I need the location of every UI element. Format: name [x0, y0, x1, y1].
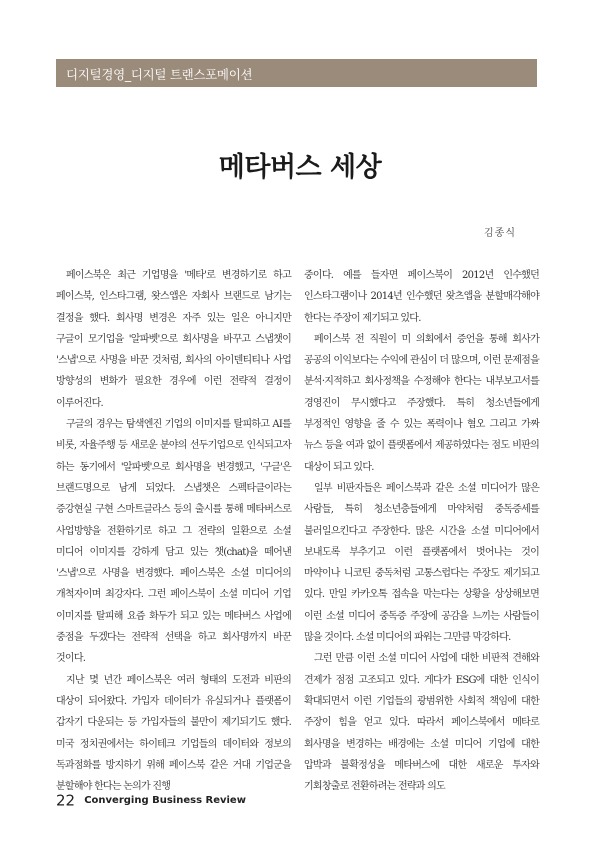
left-column	[56, 265, 291, 797]
section-header-bar	[56, 59, 537, 87]
article-author: 김종식	[484, 228, 516, 239]
paragraph: 중이다. 예를 들자면 페이스북이 2012년 인수했던 인스타그램이나 2014년 인수했던 왓츠앱을 분할매각해야 한다는 주장이 제기되고 있다.	[304, 270, 539, 324]
paragraph: 구글의 경우는 탐색엔진 기업의 이미지를 탈피하고 AI를 비롯, 자율주행 등 새로운 분야의 선두기업으로 인식되고자 하는 동기에서 '알파벳'으로 회사명을 변경했고, '구글'은 브랜드명으로 남게 되었다. 스냅챗은 스펙타클이라는 증강현실 구현 스마트글라스 등의 출시를 통해 메타버스로 사업방향을 전환하기로 하고 그 전략의 일환으로 소셜 미디어 이미지를 강하게 담고 있는 챗(chat)을 떼어낸 '스냅'으로 사명을 변경했다. 페이스북은 소셜 미디어의 개척자이며 최강자다. 그런 페이스북이 소셜 미디어 기업 이미지를 탈피해 요즘 화두가 되고 있는 메타버스 사업에 중점을 두겠다는 전략적 선택을 하고 회사명까지 바꾼 것이다.	[56, 419, 291, 665]
section-label: 디지털경영_디지털 트랜스포메이션	[66, 67, 253, 82]
page-footer	[56, 790, 246, 810]
magazine-name: Converging Business Review	[84, 795, 246, 806]
paragraph: 일부 비판자들은 페이스북과 같은 소셜 미디어가 많은 사람들, 특히 청소년층들에게 마약처럼 중독증세를 불러일으킨다고 주장한다. 많은 시간을 소셜 미디어에서 보내도록 부추기고 이런 플랫폼에서 벗어나는 것이 마약이나 니코틴 중독처럼 고통스럽다는 주장도 제기되고 있다. 만일 카카오톡 접속을 막는다는 상황을 상상해보면 이런 소셜 미디어 중독증 주장에 공감을 느끼는 사람들이 많을 것이다. 소셜 미디어의 파워는 그만큼 막강하다.	[304, 482, 539, 644]
paragraph: 페이스북은 최근 기업명을 '메타'로 변경하기로 하고 페이스북, 인스타그램, 왓스앱은 자회사 브랜드로 남기는 결정을 했다. 회사명 변경은 자주 있는 일은 아니지만 구글이 모기업을 '알파벳'으로 회사명을 바꾸고 스냅챗이 '스냅'으로 사명을 바꾼 것처럼, 회사의 아이덴티티나 사업 방향성의 변화가 필요한 경우에 이런 전략적 결정이 이루어진다.	[56, 270, 291, 409]
right-column	[304, 265, 539, 797]
paragraph: 그런 만큼 이런 소셜 미디어 사업에 대한 비판적 견해와 견제가 점점 고조되고 있다. 게다가 ESG에 대한 인식이 확대되면서 이런 기업들의 광범위한 사회적 책임에 대한 주장이 힘을 얻고 있다. 따라서 페이스북에서 메타로 회사명을 변경하는 배경에는 소셜 미디어 기업에 대한 압박과 불확정성을 메타버스에 대한 새로운 투자와 기회창출로 전환하려는 전략과 의도	[304, 653, 539, 793]
page-number: 22	[56, 791, 76, 810]
article-title: 메타버스 세상	[218, 152, 382, 183]
paragraph: 지난 몇 년간 페이스북은 여러 형태의 도전과 비판의 대상이 되어왔다. 가입자 데이터가 유실되거나 플랫폼이 갑자기 다운되는 등 가입자들의 불만이 제기되기도 했다. 미국 정치권에서는 하이테크 기업들의 데이터와 정보의 독과점화를 방지하기 위해 페이스북 같은 거대 기업군을 분할해야 한다는 논의가 진행	[56, 674, 291, 793]
paragraph: 페이스북 전 직원이 미 의회에서 증언을 통해 회사가 공공의 이익보다는 수익에 관심이 더 많으며, 이런 문제점을 분석·지적하고 회사정책을 수정해야 한다는 내부보고서를 경영진이 무시했다고 주장했다. 특히 청소년들에게 부정적인 영향을 줄 수 있는 폭력이나 혐오 그리고 가짜 뉴스 등을 여과 없이 플랫폼에서 제공하였다는 점도 비판의 대상이 되고 있다.	[304, 333, 539, 473]
